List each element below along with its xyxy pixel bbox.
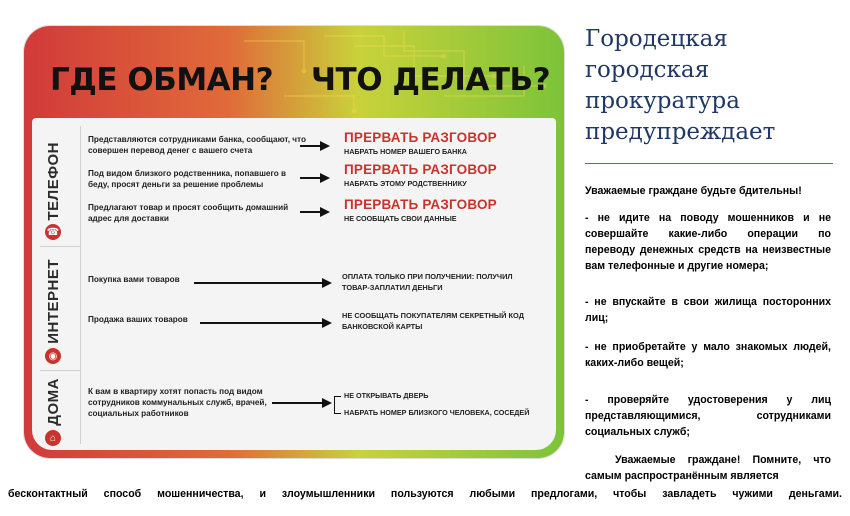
internet-row-1-action: ОПЛАТА ТОЛЬКО ПРИ ПОЛУЧЕНИИ: ПОЛУЧИЛ ТОВАР-ЗАПЛАТИЛ ДЕНЬГИ [342,272,513,292]
paragraph-advice-2: - не впускайте в свои жилища посторонних лиц; [585,296,831,324]
bracket [334,396,341,414]
arrow-icon [300,145,328,147]
internet-row-1-text: Покупка вами товаров [88,275,180,284]
paragraph-advice-3: - не приобретайте у мало знакомых людей, каких-либо вещей; [585,341,831,369]
section-label-phone [32,128,74,240]
phone-icon: ☎ [45,224,61,240]
internet-row-2-text: Продажа ваших товаров [88,315,188,324]
arrow-icon [200,322,330,324]
home-row-text: К вам в квартиру хотят попасть под видом сотрудников коммунальных служб, врачей, социальных работников [88,387,267,418]
phone-row-1-text: Представляются сотрудниками банка, сообщают, что совершен перевод денег с вашего счета [88,135,306,155]
phone-row-3-action: ПРЕРВАТЬ РАЗГОВОР [344,197,497,212]
paragraph-reminder: Уважаемые граждане! Помните, что самым распространённым является [585,454,831,482]
section-divider [40,246,80,247]
phone-row-2-action: ПРЕРВАТЬ РАЗГОВОР [344,162,497,177]
phone-row-2-action-sub: НАБРАТЬ ЭТОМУ РОДСТВЕННИКУ [344,179,467,188]
section-label-phone-text: ТЕЛЕФОН [44,141,62,220]
phone-row-3-action-sub: НЕ СООБЩАТЬ СВОИ ДАННЫЕ [344,214,457,223]
header-what-to-do: ЧТО ДЕЛАТЬ? [311,62,551,98]
title-divider [585,163,833,164]
article-title: Городецкая городская прокуратура предупреждает [585,26,776,145]
phone-row-2-text: Под видом близкого родственника, попавшего в беду, просят деньги за решение проблемы [88,169,287,189]
home-row-action-2: НАБРАТЬ НОМЕР БЛИЗКОГО ЧЕЛОВЕКА, СОСЕДЕЙ [344,408,530,417]
fraud-warning-poster [24,26,564,458]
internet-row-2-action: НЕ СООБЩАТЬ ПОКУПАТЕЛЯМ СЕКРЕТНЫЙ КОД БАНКОВСКОЙ КАРТЫ [342,311,524,331]
arrow-icon [300,177,328,179]
phone-row-3-text: Предлагают товар и просят сообщить домашний адрес для доставки [88,203,289,223]
arrow-icon [194,282,330,284]
arrow-icon [272,402,330,404]
paragraph-advice-1: - не идите на поводу мошенников и не совершайте какие-либо операции по переводу денежных средств на неизвестные вам телефонные и другие номера; [585,212,831,272]
section-label-home-text: ДОМА [44,378,62,426]
paragraph-reminder-continuation: бесконтактный способ мошенничества, и злоумышленники пользуются любыми предлогами, чтобы завладеть чужими деньгами. [8,488,842,500]
arrow-icon [300,211,328,213]
section-label-internet [32,252,74,364]
section-label-home [32,376,74,446]
globe-icon: ◉ [45,348,61,364]
house-icon: ⌂ [45,430,61,446]
section-divider [40,370,80,371]
section-label-internet-text: ИНТЕРНЕТ [44,259,62,344]
paragraph-advice-4: - проверяйте удостоверения у лиц представляющимися, сотрудниками социальных служб; [585,394,831,438]
paragraph-intro: Уважаемые граждане будьте бдительны! [585,185,802,197]
poster-header [24,26,564,118]
phone-row-1-action-sub: НАБРАТЬ НОМЕР ВАШЕГО БАНКА [344,147,467,156]
header-where-fraud: ГДЕ ОБМАН? [50,62,274,98]
section-vertical-divider [80,126,81,444]
home-row-action-1: НЕ ОТКРЫВАТЬ ДВЕРЬ [344,391,429,400]
poster-body [32,118,556,450]
phone-row-1-action: ПРЕРВАТЬ РАЗГОВОР [344,130,497,145]
